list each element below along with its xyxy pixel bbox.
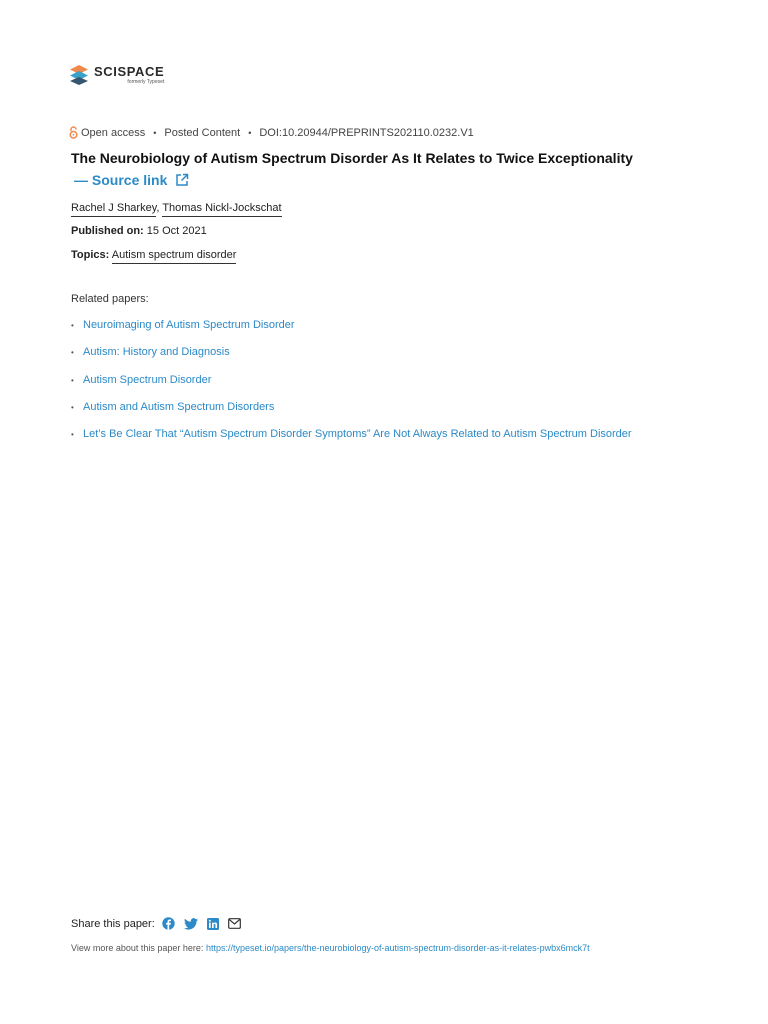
- share-label: Share this paper:: [71, 917, 155, 930]
- logo-name: SCISPACE: [94, 64, 165, 79]
- doi: DOI:10.20944/PREPRINTS202110.0232.V1: [259, 126, 474, 139]
- logo-subtitle: formerly Typeset: [127, 79, 165, 85]
- related-paper-link[interactable]: Autism and Autism Spectrum Disorders: [83, 400, 275, 413]
- published-label: Published on:: [71, 225, 144, 237]
- author-link[interactable]: Thomas Nickl-Jockschat: [162, 202, 281, 217]
- list-item: [71, 319, 632, 346]
- content-type: Posted Content: [164, 126, 241, 139]
- external-link-icon: [175, 173, 189, 187]
- paper-title: The Neurobiology of Autism Spectrum Disorder As It Relates to Twice Exceptionality: [71, 150, 633, 166]
- topic-link[interactable]: Autism spectrum disorder: [112, 249, 237, 264]
- open-access-label: Open access: [81, 126, 146, 139]
- separator-dot: •: [153, 127, 157, 138]
- scispace-logo[interactable]: [69, 64, 164, 90]
- author-link[interactable]: Rachel J Sharkey: [71, 202, 156, 217]
- list-item: [71, 346, 632, 373]
- author-separator: ,: [156, 202, 163, 214]
- topics: [71, 249, 236, 261]
- paper-meta: [69, 126, 474, 139]
- published-value: 15 Oct 2021: [146, 225, 207, 237]
- bullet: •: [71, 375, 74, 385]
- source-link[interactable]: [74, 172, 189, 188]
- facebook-icon[interactable]: [162, 917, 175, 930]
- bullet: •: [71, 402, 74, 412]
- separator-dot: •: [248, 127, 252, 138]
- related-papers-heading: Related papers:: [71, 293, 149, 305]
- share-bar: [71, 917, 250, 930]
- bullet: •: [71, 348, 74, 358]
- source-link-label: — Source link: [74, 172, 168, 188]
- twitter-icon[interactable]: [184, 918, 198, 930]
- authors: [71, 202, 282, 214]
- linkedin-icon[interactable]: [207, 918, 219, 930]
- scispace-logo-icon: [69, 64, 89, 86]
- view-more-label: View more about this paper here:: [71, 943, 204, 953]
- list-item: [71, 401, 632, 428]
- list-item: [71, 428, 632, 455]
- view-more-text: [71, 943, 671, 953]
- bullet: •: [71, 321, 74, 330]
- related-paper-link[interactable]: Autism: History and Diagnosis: [83, 346, 230, 359]
- related-paper-link[interactable]: Let’s Be Clear That “Autism Spectrum Disorder Symptoms” Are Not Always Related to Autism Spectrum Disorder: [83, 428, 632, 441]
- bullet: •: [71, 430, 74, 440]
- paper-url-link[interactable]: https://typeset.io/papers/the-neurobiology-of-autism-spectrum-disorder-as-it-relates-pwbx6mck7t: [205, 943, 590, 953]
- related-papers-list: [71, 319, 632, 455]
- topics-label: Topics:: [71, 249, 110, 261]
- email-icon[interactable]: [228, 918, 241, 929]
- related-paper-link[interactable]: Autism Spectrum Disorder: [83, 373, 212, 386]
- list-item: [71, 374, 632, 401]
- related-paper-link[interactable]: Neuroimaging of Autism Spectrum Disorder: [83, 319, 295, 331]
- open-access-icon: [69, 126, 78, 139]
- published-date: [71, 225, 207, 237]
